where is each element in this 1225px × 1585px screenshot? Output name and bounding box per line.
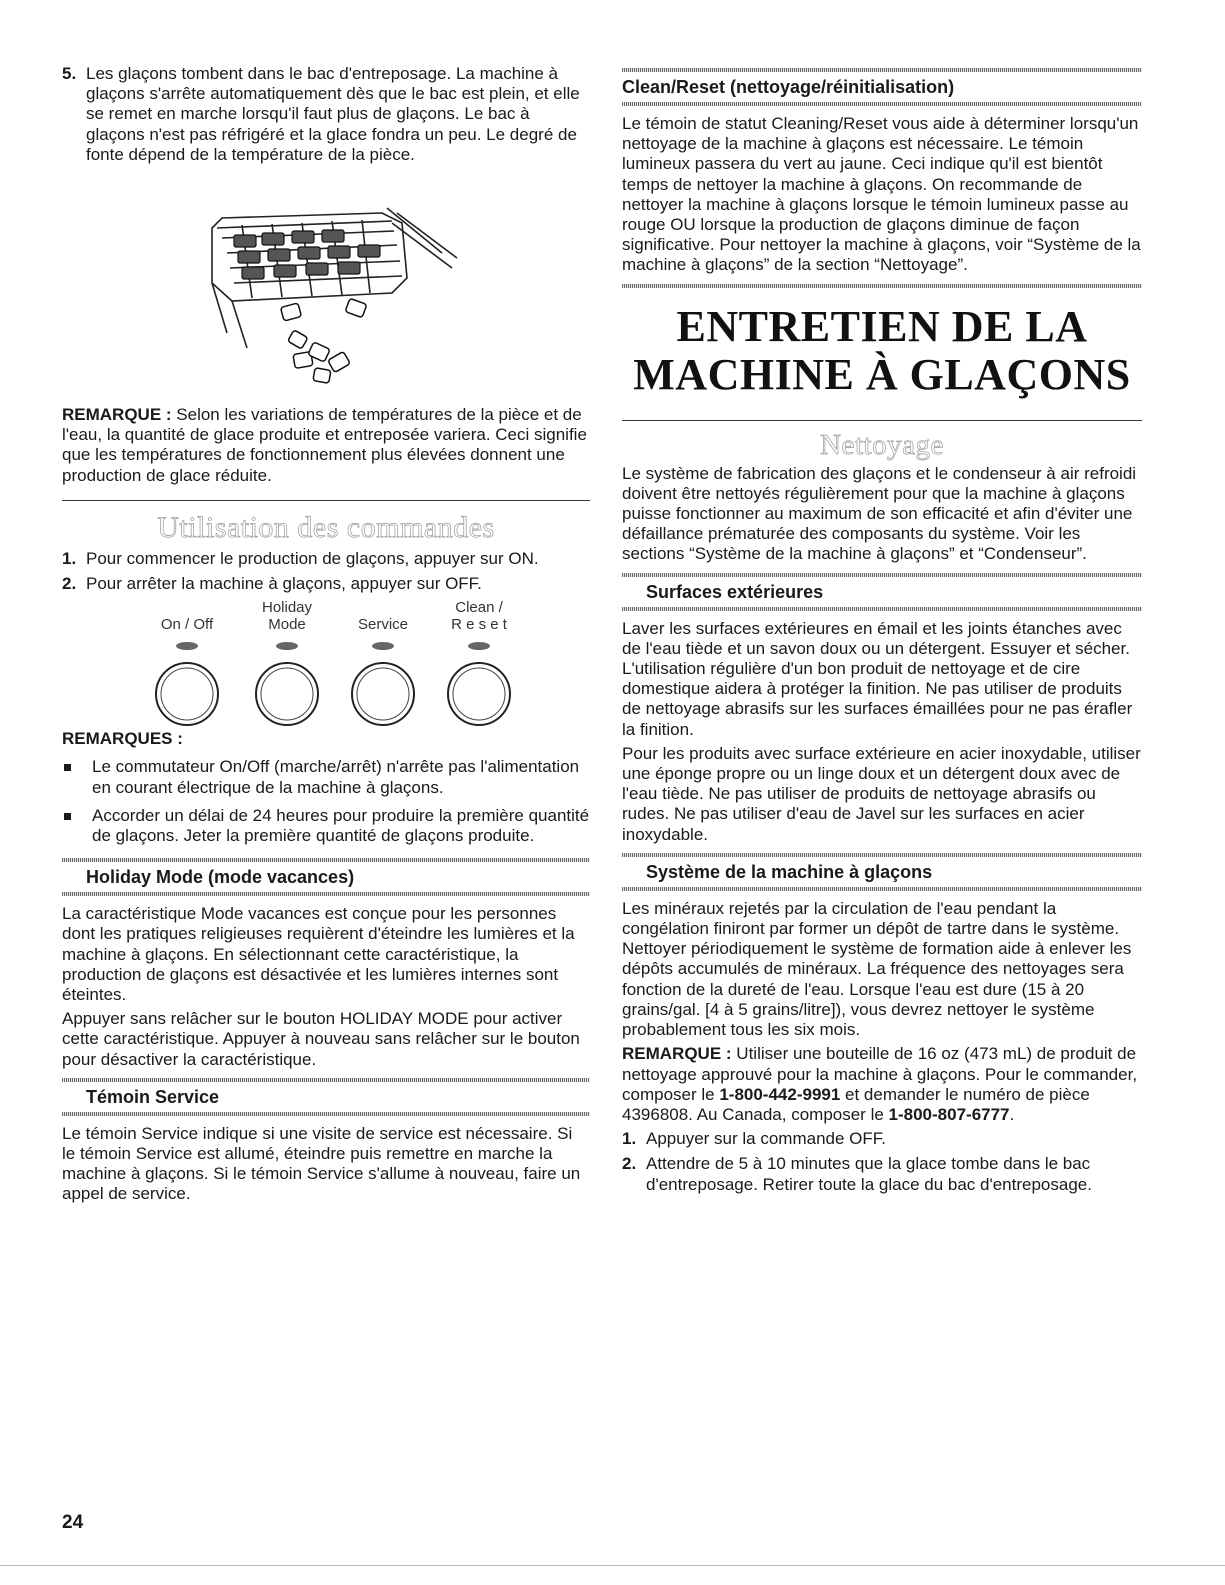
systeme-heading: Système de la machine à glaçons [646,861,933,882]
surfaces-heading: Surfaces extérieures [646,581,824,602]
page-bottom-line [0,1565,1225,1566]
service-button[interactable] [352,642,414,725]
systeme-step-1 [622,1129,1142,1149]
heading-band-bottom [622,607,1142,611]
right-column [622,68,1142,1200]
service-p1: Le témoin Service indique si une visite de service est nécessaire. Si le témoin Service est allumé, éteindre puis remettre en marche la machine à glaçons. Si le témoin Service s'allume à nouveau, faire un appel de service. [62,1123,581,1204]
controls-heading: Utilisation des commandes [157,510,495,544]
clean-reset-button[interactable] [448,642,510,725]
heading-band-bottom [622,887,1142,891]
heading-band-top [622,284,1142,288]
remarque-item-text: Le commutateur On/Off (marche/arrêt) n'arrête pas l'alimentation en courant électrique de la machine à glaçons. [92,757,580,797]
remarque-paragraph [62,405,590,486]
remarque-item-text: Accorder un délai de 24 heures pour produire la première quantité de glaçons. Jeter la première quantité de glaçons produite. [92,805,590,846]
heading-band-bottom [62,892,590,896]
remarque-item [62,806,590,846]
onoff-button[interactable] [156,642,218,725]
step-number: 2. [622,1154,637,1174]
remarque-label: REMARQUE : [622,1044,732,1064]
heading-band-top [62,1078,590,1082]
systeme-remarque [622,1044,1142,1125]
service-label: Service [357,616,409,634]
nettoyage-paragraph: Le système de fabrication des glaçons et le condenseur à air refroidi doivent être nettoyés régulièrement pour que la machine à glaçons puisse fonctionner au maximum de son efficacité et afin d'éviter une défaillance prématurée des composants du système. Voir les sections “Système de la machine à glaçons” et “Condenseur”. [622,463,1137,564]
heading-band-top [622,853,1142,857]
bullet-icon [64,813,71,820]
clean-end-band [622,284,1142,288]
surfaces-p1: Laver les surfaces extérieures en émail et les joints étanches avec de l'eau tiède et un savon doux ou un détergent. Essuyer et sécher. L'utilisation régulière d'un bon produit de nettoyage et de cire domestique aidera à protéger la finition. Ne pas utiliser de produits de nettoyage abrasifs sur les surfaces émaillées pour ne pas érafler la finition. [622,618,1133,739]
heading-band-bottom [622,102,1142,106]
holiday-heading-bar [62,858,590,896]
heading-band-bottom [62,1112,590,1116]
step-number: 2. [62,574,77,594]
holiday-p1: La caractéristique Mode vacances est conçue pour les personnes dont les pratiques religieuses requièrent d'éteindre les lumières et la machine à glaçons. En sélectionnant cette caractéristique, la production de glaçons est désactivée et les lumières internes sont éteintes. [62,904,575,1005]
title-rule [622,420,1142,421]
systeme-heading-bar [622,853,1142,891]
ice-bin-drawing [62,183,590,393]
controls-step-2 [62,574,590,594]
nettoyage-heading: Nettoyage [820,428,944,461]
page-title-line-2: MACHINE À GLAÇONS [633,349,1131,399]
step-number: 1. [62,548,77,568]
step-text: Appuyer sur la commande OFF. [646,1129,886,1149]
phone-number-canada: 1-800-807-6777 [888,1104,1010,1124]
clean-heading-bar [622,68,1142,106]
section-rule [62,500,590,501]
remarque-text-b: et demander le numéro de pièce 4396808. Au Canada, composer le [622,1084,1090,1124]
step-5 [62,64,590,165]
step-text: Pour arrêter la machine à glaçons, appuyer sur OFF. [86,574,482,594]
ice-bin-illustration [62,183,590,393]
remarque-text: Selon les variations de températures de la pièce et de l'eau, la quantité de glace produite et entreposée variera. Ceci signifie que les températures de fonctionnement plus élevées donnent une production de glace réduite. [62,405,587,485]
holiday-p2: Appuyer sans relâcher sur le bouton HOLIDAY MODE pour activer cette caractéristique. Appuyer à nouveau sans relâcher sur le bouton pour désactiver la caractéristique. [62,1009,580,1069]
surfaces-p2: Pour les produits avec surface extérieure en acier inoxydable, utiliser une éponge propre ou un linge doux et un détergent doux avec de l'eau tiède. Ne pas utiliser de produits de nettoyage abrasifs ou rudes. Ne pas utiliser d'eau de Javel sur les surfaces en acier inoxydable. [622,743,1141,844]
holiday-label-1: Holiday [261,599,313,617]
clean-label-2: R e s e t [451,616,507,634]
remarque-item [62,757,590,797]
holiday-heading: Holiday Mode (mode vacances) [86,867,355,888]
phone-number-us: 1-800-442-9991 [719,1084,841,1104]
service-heading-bar [62,1078,590,1116]
step-text: Attendre de 5 à 10 minutes que la glace tombe dans le bac d'entreposage. Retirer toute la glace du bac d'entreposage. [646,1154,1092,1194]
bullet-icon [64,764,71,771]
step-text: Pour commencer le production de glaçons, appuyer sur ON. [86,548,539,568]
clean-label-1: Clean / [455,599,503,617]
step-number: 1. [622,1129,637,1149]
systeme-p1: Les minéraux rejetés par la circulation de l'eau pendant la congélation finiront par former un dépôt de tartre dans le système. Nettoyer périodiquement le système de formation aide à enlever les dépôts accumulés de minéraux. La fréquence des nettoyages sera fonction de la dureté de l'eau. Lorsque l'eau est dure (15 à 20 grains/gal. [4 à 5 grains/litre]), vous devrez nettoyer le système probablement tous les six mois. [622,898,1132,1040]
remarque-label: REMARQUE : [62,405,172,425]
remarque-text-a: Utiliser une bouteille de 16 oz (473 mL) de produit de nettoyage approuvé pour la machine à glaçons. Pour le commander, composer le [622,1044,1138,1104]
systeme-step-2 [622,1154,1142,1194]
control-buttons [62,639,590,729]
surfaces-heading-bar [622,573,1142,611]
step-text: Les glaçons tombent dans le bac d'entreposage. La machine à glaçons s'arrête automatiquement dès que le bac est plein, et elle se remet en marche lorsqu'il faut plus de glaçons. Le bac à glaçons n'est pas réfrigéré et la glace fondra un peu. Le degré de fonte dépend de la température de la pièce. [86,64,580,164]
page-title-line-1: ENTRETIEN DE LA [676,301,1088,351]
onoff-label: On / Off [160,616,214,634]
step-number: 5. [62,64,77,83]
remarque-text-c: . [1009,1104,1015,1124]
heading-band-top [62,858,590,862]
page-number: 24 [62,1512,84,1533]
clean-p1: Le témoin de statut Cleaning/Reset vous aide à déterminer lorsqu'un nettoyage de la machine à glaçons est nécessaire. Le témoin lumineux passera du vert au jaune. Ceci indique qu'il est bientôt temps de nettoyer la machine à glaçons. On recommande de nettoyer la machine à glaçons lorsque le témoin lumineux passe au rouge OU lorsque la production de glaçons diminue de façon significative. Pour nettoyer la machine à glaçons, voir “Système de la machine à glaçons” de la section “Nettoyage”. [622,114,1141,275]
holiday-label-2: Mode [268,616,306,634]
button-labels [62,599,590,639]
left-column [62,64,590,1209]
controls-step-1 [62,549,590,569]
heading-band-top [622,68,1142,72]
holiday-mode-button[interactable] [256,642,318,725]
remarques-label: REMARQUES : [62,729,183,749]
clean-heading: Clean/Reset (nettoyage/réinitialisation) [622,77,955,97]
heading-band-top [622,573,1142,577]
service-heading: Témoin Service [86,1086,220,1107]
